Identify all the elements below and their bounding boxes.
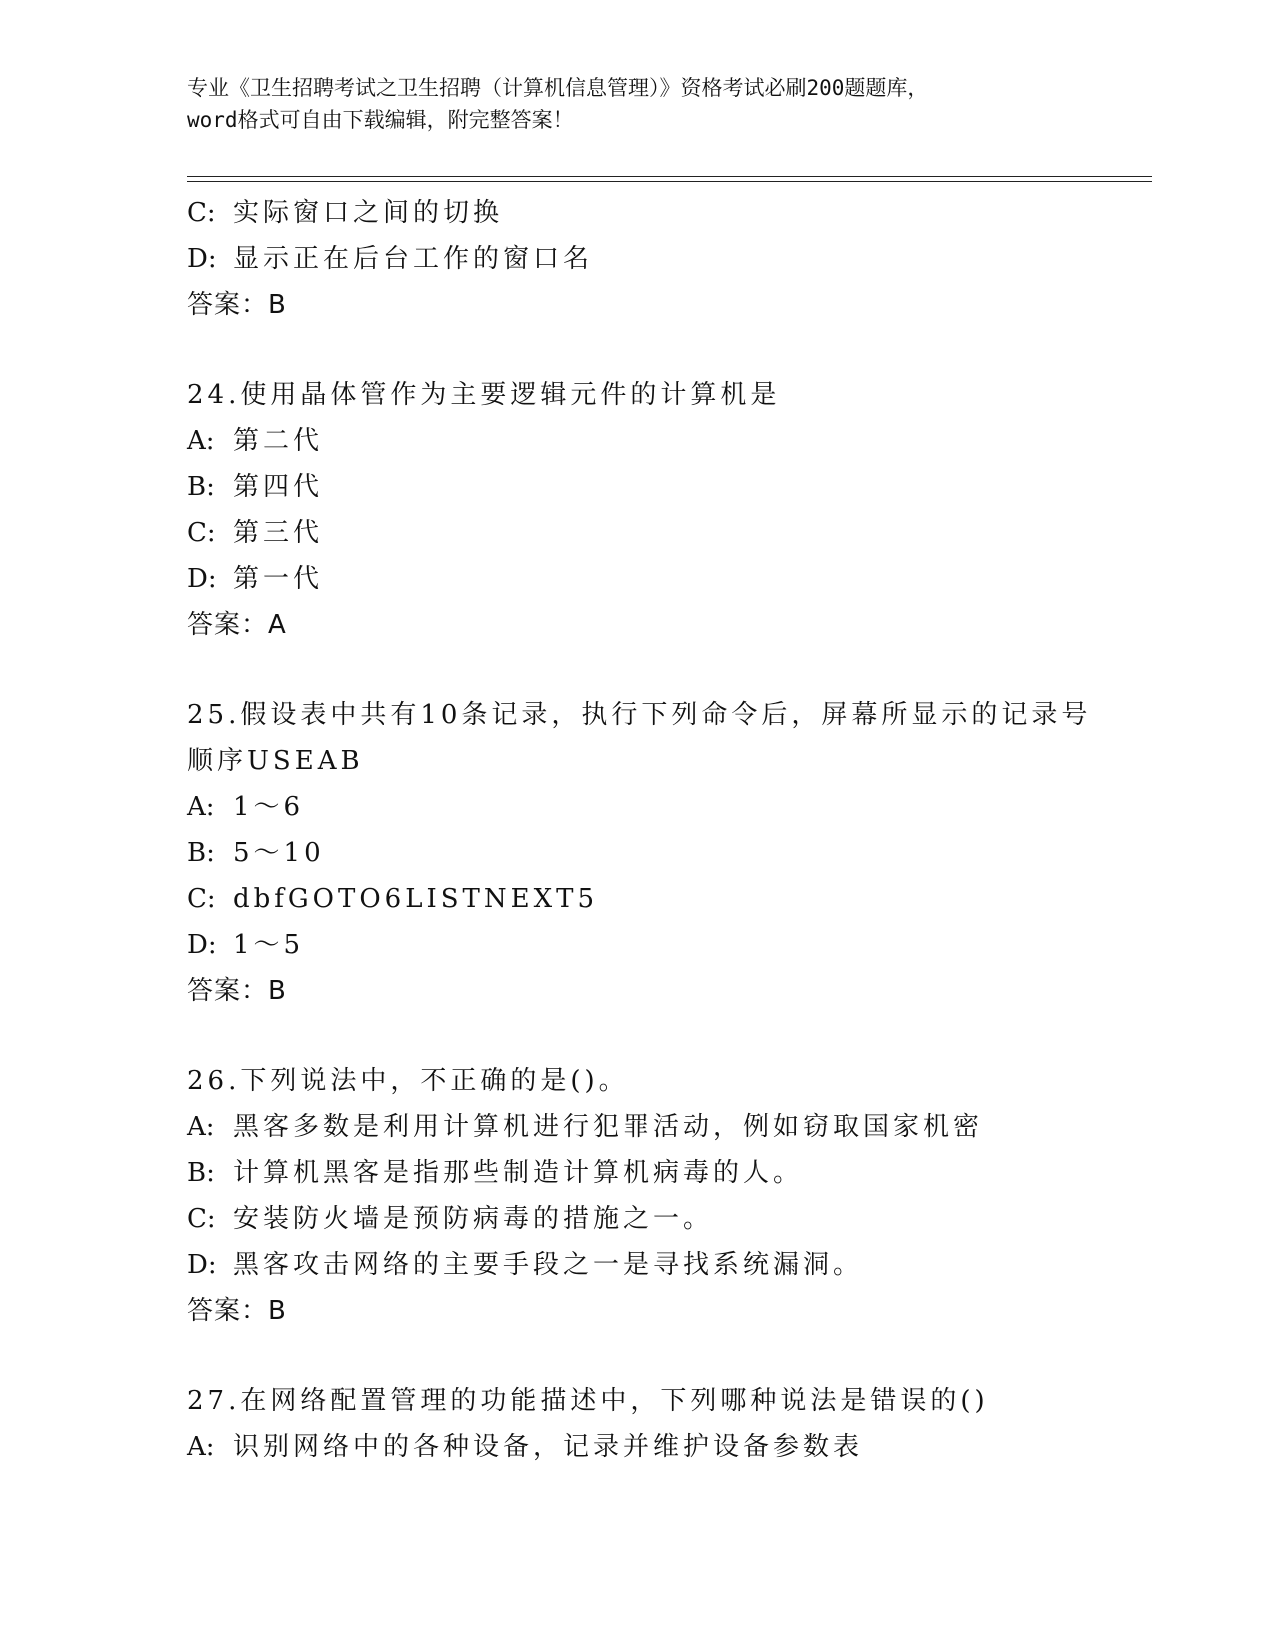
spacer (187, 1014, 1107, 1058)
option-b (187, 1150, 1107, 1196)
question-stem: 26.下列说法中，不正确的是()。 (187, 1066, 629, 1096)
header-line-1: 专业《卫生招聘考试之卫生招聘（计算机信息管理）》资格考试必刷200题题库， (187, 76, 929, 100)
option-b (187, 464, 1107, 510)
option-letter: B: (187, 1158, 215, 1188)
option-text: 第一代 (233, 564, 324, 594)
question-block-27 (187, 1378, 1107, 1470)
option-b (187, 830, 1107, 876)
option-text: 计算机黑客是指那些制造计算机病毒的人。 (233, 1158, 804, 1188)
option-letter: D: (187, 1250, 217, 1280)
question-list (187, 190, 1107, 1470)
answer-line: 答案：B (187, 1296, 287, 1326)
header-divider-top (187, 176, 1152, 177)
option-text: 安装防火墙是预防病毒的措施之一。 (233, 1204, 714, 1234)
option-text: 1～5 (233, 930, 305, 960)
option-text: 第二代 (233, 426, 324, 456)
option-d (187, 236, 1107, 282)
option-a (187, 1424, 1107, 1470)
option-text: 第三代 (233, 518, 324, 548)
option-text: 黑客多数是利用计算机进行犯罪活动，例如窃取国家机密 (233, 1112, 984, 1142)
option-letter: C: (187, 518, 216, 548)
option-text: 识别网络中的各种设备，记录并维护设备参数表 (233, 1432, 864, 1462)
option-text: 5～10 (233, 838, 325, 868)
option-letter: A: (187, 1432, 215, 1462)
answer-line: 答案：A (187, 610, 287, 640)
option-a (187, 1104, 1107, 1150)
option-text: 实际窗口之间的切换 (233, 198, 504, 228)
option-a (187, 784, 1107, 830)
answer-line: 答案：B (187, 290, 287, 320)
header-divider-bottom (187, 181, 1152, 182)
option-text: 第四代 (233, 472, 324, 502)
header-line-2: word格式可自由下载编辑，附完整答案！ (187, 108, 574, 132)
option-letter: B: (187, 472, 215, 502)
option-letter: A: (187, 1112, 215, 1142)
question-stem: 24.使用晶体管作为主要逻辑元件的计算机是 (187, 380, 781, 410)
option-text: 1～6 (233, 792, 305, 822)
option-c (187, 1196, 1107, 1242)
spacer (187, 328, 1107, 372)
option-d (187, 1242, 1107, 1288)
question-block-23-continued (187, 190, 1107, 328)
option-letter: C: (187, 1204, 216, 1234)
option-c (187, 876, 1107, 922)
option-a (187, 418, 1107, 464)
option-letter: D: (187, 930, 217, 960)
option-d (187, 556, 1107, 602)
document-header (187, 72, 1087, 136)
spacer (187, 1334, 1107, 1378)
option-d (187, 922, 1107, 968)
option-c (187, 190, 1107, 236)
option-letter: D: (187, 244, 217, 274)
question-block-26 (187, 1058, 1107, 1334)
question-stem: 27.在网络配置管理的功能描述中，下列哪种说法是错误的() (187, 1386, 989, 1416)
option-c (187, 510, 1107, 556)
option-text: dbfGOTO6LISTNEXT5 (233, 884, 599, 914)
question-stem: 25.假设表中共有10条记录，执行下列命令后，屏幕所显示的记录号 (187, 700, 1092, 730)
answer-line: 答案：B (187, 976, 287, 1006)
spacer (187, 648, 1107, 692)
option-letter: D: (187, 564, 217, 594)
question-block-25 (187, 692, 1107, 1014)
option-letter: A: (187, 792, 215, 822)
option-text: 显示正在后台工作的窗口名 (233, 244, 594, 274)
option-letter: B: (187, 838, 215, 868)
option-text: 黑客攻击网络的主要手段之一是寻找系统漏洞。 (233, 1250, 864, 1280)
option-letter: C: (187, 198, 216, 228)
option-letter: A: (187, 426, 215, 456)
question-stem-continued: 顺序USEAB (187, 746, 364, 776)
question-block-24 (187, 372, 1107, 648)
option-letter: C: (187, 884, 216, 914)
